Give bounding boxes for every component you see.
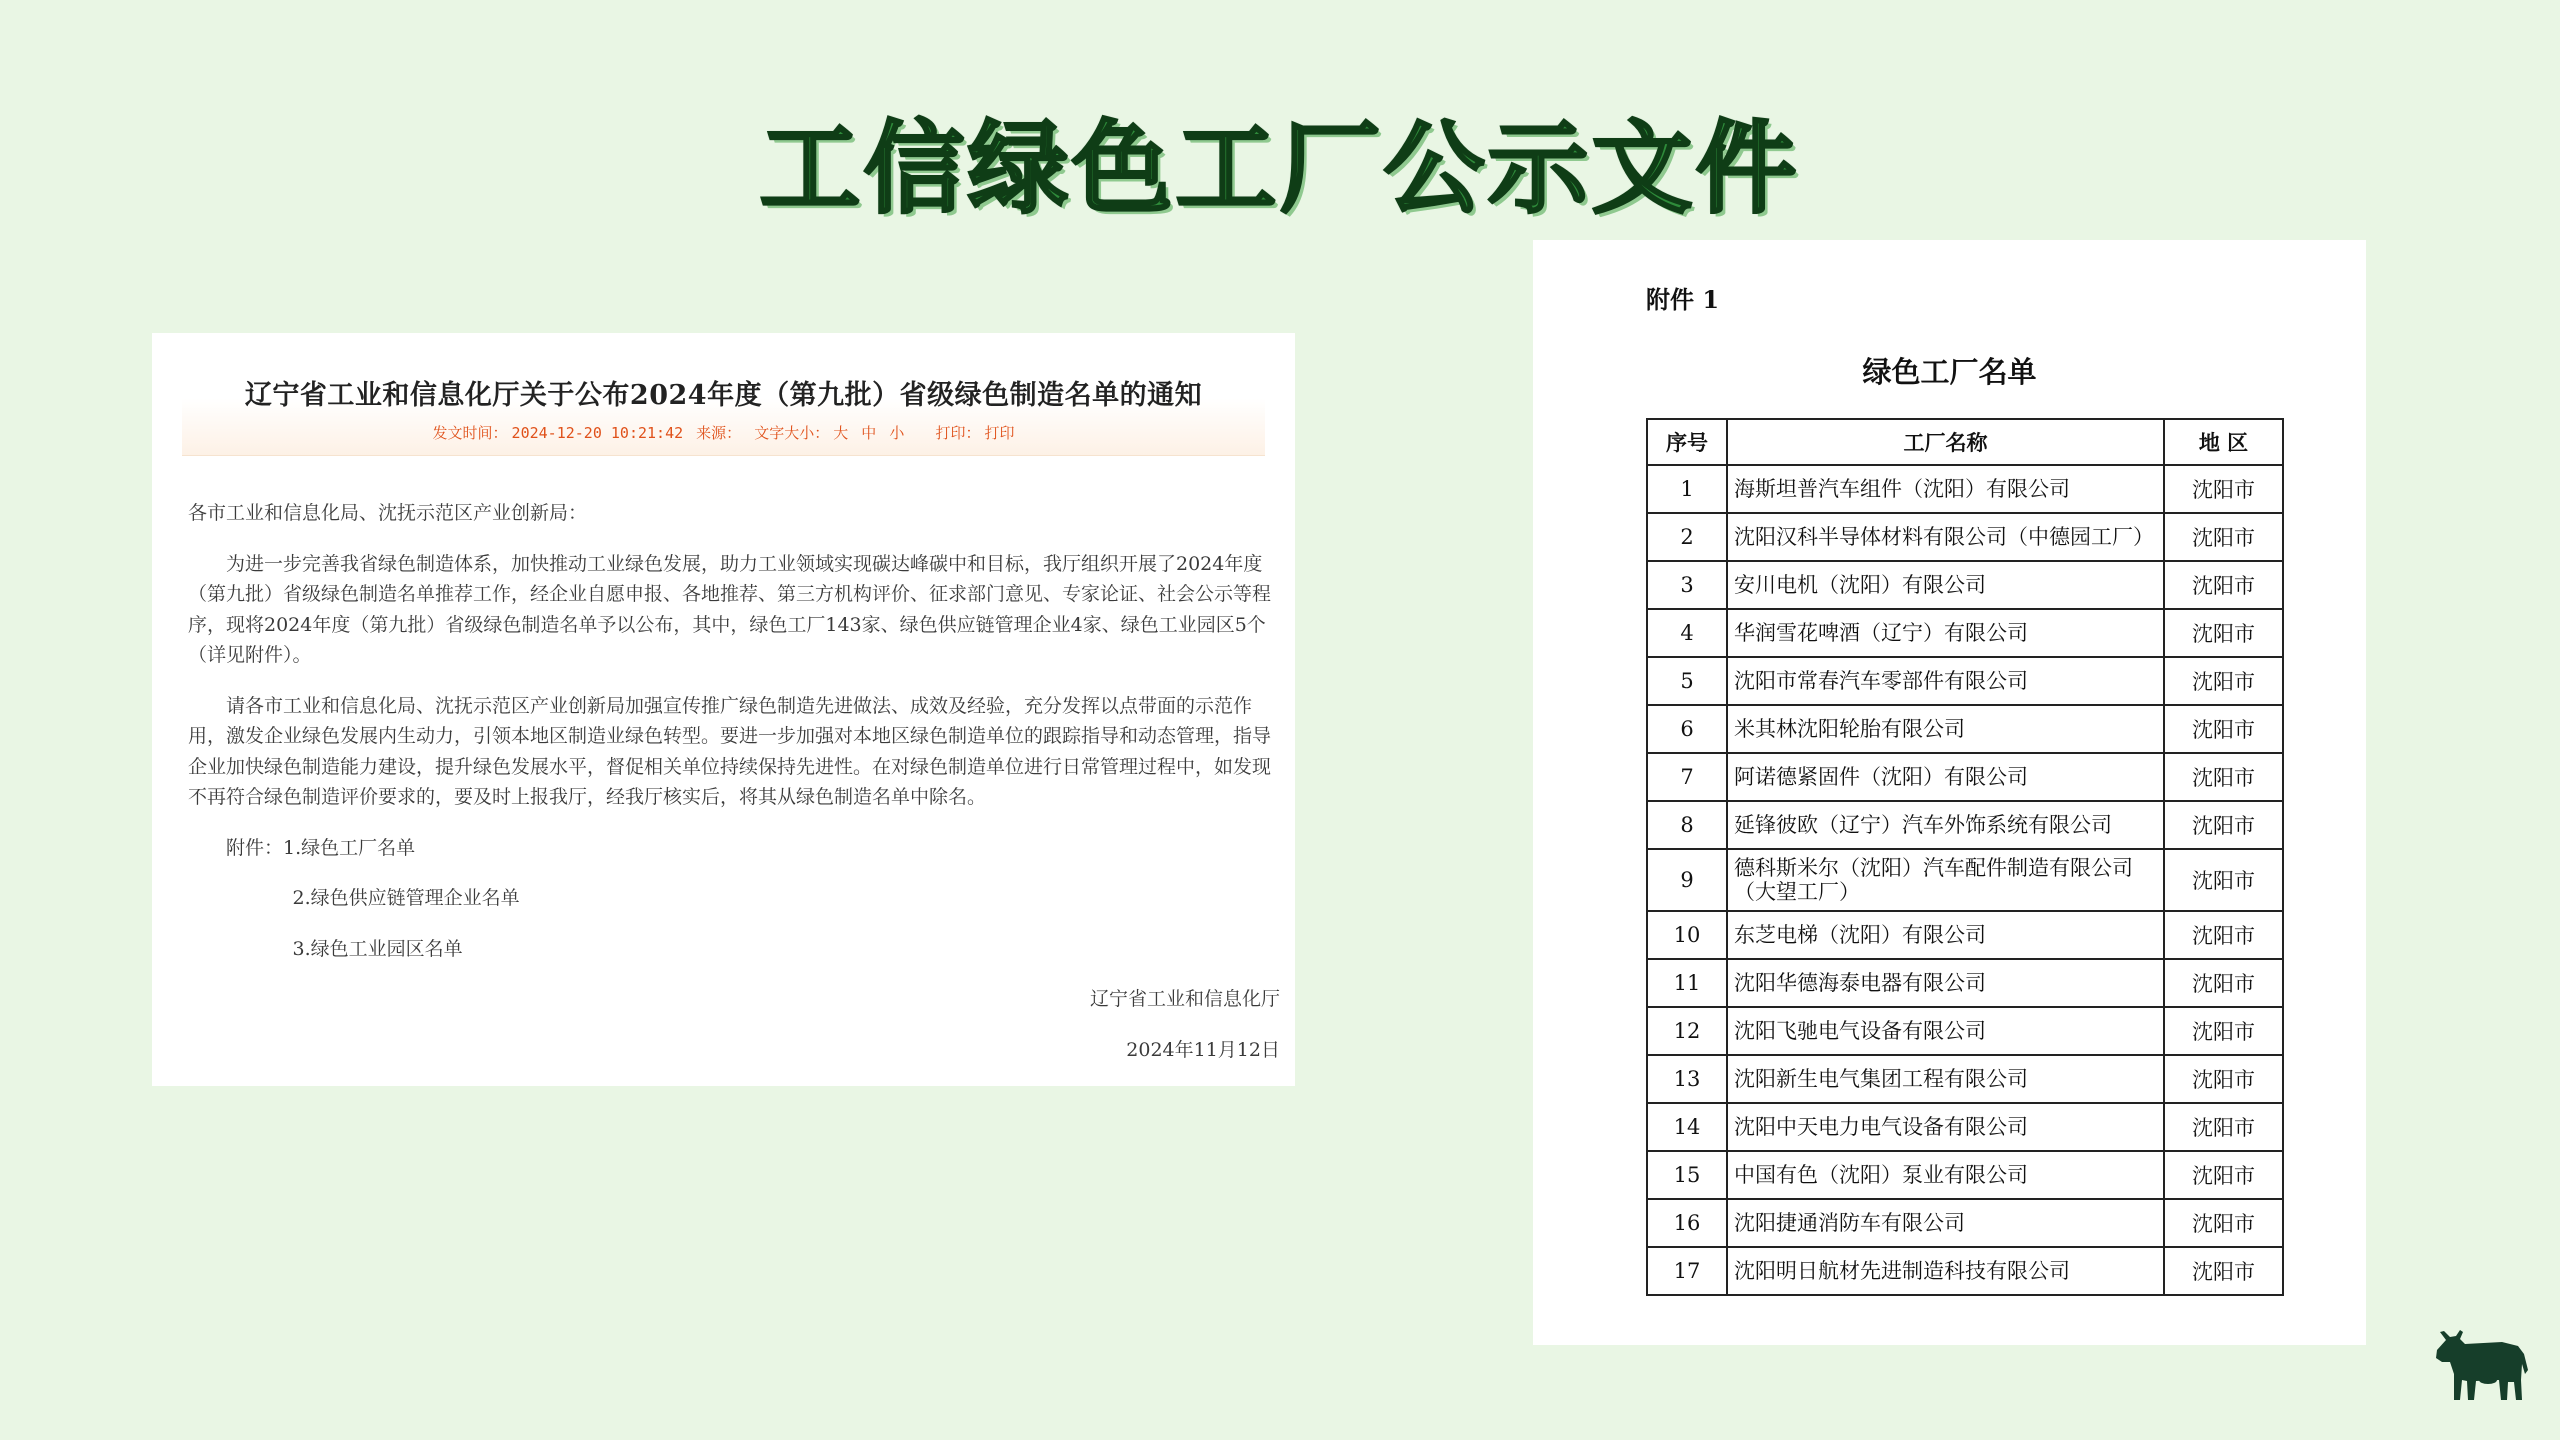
row-region: 沈阳市 bbox=[2164, 1199, 2283, 1247]
row-region: 沈阳市 bbox=[2164, 1007, 2283, 1055]
row-no: 14 bbox=[1647, 1103, 1727, 1151]
attachment-item-2: 2.绿色供应链管理企业名单 bbox=[292, 887, 520, 909]
row-region: 沈阳市 bbox=[2164, 911, 2283, 959]
attachment-label: 附件 1 bbox=[1646, 285, 1720, 314]
attachment-item-1: 附件：1.绿色工厂名单 bbox=[226, 836, 416, 859]
row-region: 沈阳市 bbox=[2164, 705, 2283, 753]
table-row bbox=[1647, 753, 2283, 801]
notice-date: 2024年11月12日 bbox=[1126, 1038, 1280, 1061]
notice-title: 辽宁省工业和信息化厅关于公布2024年度（第九批）省级绿色制造名单的通知 bbox=[244, 380, 1203, 411]
row-name: 阿诺德紧固件（沈阳）有限公司 bbox=[1727, 753, 2164, 801]
notice-greeting: 各市工业和信息化局、沈抚示范区产业创新局： bbox=[188, 502, 588, 524]
table-row bbox=[1647, 561, 2283, 609]
row-no: 11 bbox=[1647, 959, 1727, 1007]
row-no: 2 bbox=[1647, 513, 1727, 561]
row-region: 沈阳市 bbox=[2164, 609, 2283, 657]
row-no: 6 bbox=[1647, 705, 1727, 753]
table-row bbox=[1647, 849, 2283, 911]
notice-header bbox=[182, 361, 1265, 456]
row-region: 沈阳市 bbox=[2164, 513, 2283, 561]
row-name: 华润雪花啤酒（辽宁）有限公司 bbox=[1727, 609, 2164, 657]
table-row bbox=[1647, 705, 2283, 753]
print-link[interactable]: 打印 bbox=[984, 424, 1015, 442]
row-name: 安川电机（沈阳）有限公司 bbox=[1727, 561, 2164, 609]
notice-paragraph-1: 为进一步完善我省绿色制造体系，加快推动工业绿色发展，助力工业领域实现碳达峰碳中和目标，我厅组织开展了2024年度（第九批）省级绿色制造名单推荐工作，经企业自愿申报、各地推荐、第三方机构评价、征求部门意见、专家论证、社会公示等程序，现将2024年度（第九批）省级绿色制造名单予以公布，其中，绿色工厂143家、绿色供应链管理企业4家、绿色工业园区5个（详见附件）。 bbox=[188, 552, 1272, 666]
header-no: 序号 bbox=[1647, 419, 1727, 465]
row-name: 沈阳飞驰电气设备有限公司 bbox=[1727, 1007, 2164, 1055]
list-title: 绿色工厂名单 bbox=[1862, 355, 2037, 389]
publish-time: 2024-12-20 10:21:42 bbox=[511, 424, 684, 442]
notice-meta bbox=[182, 422, 1265, 443]
notice-body bbox=[188, 498, 1280, 1065]
notice-signature: 辽宁省工业和信息化厅 bbox=[1089, 988, 1280, 1010]
row-no: 5 bbox=[1647, 657, 1727, 705]
row-name: 中国有色（沈阳）泵业有限公司 bbox=[1727, 1151, 2164, 1199]
row-name: 沈阳汉科半导体材料有限公司（中德园工厂） bbox=[1727, 513, 2164, 561]
row-no: 7 bbox=[1647, 753, 1727, 801]
row-name: 沈阳华德海泰电器有限公司 bbox=[1727, 959, 2164, 1007]
row-no: 9 bbox=[1647, 849, 1727, 911]
header-name: 工厂名称 bbox=[1727, 419, 2164, 465]
factory-rows bbox=[1647, 465, 2283, 1295]
print-label: 打印： bbox=[935, 424, 981, 442]
row-no: 16 bbox=[1647, 1199, 1727, 1247]
font-size-small-link[interactable]: 小 bbox=[889, 424, 905, 442]
notice-paragraph-2: 请各市工业和信息化局、沈抚示范区产业创新局加强宣传推广绿色制造先进做法、成效及经验，充分发挥以点带面的示范作用，激发企业绿色发展内生动力，引领本地区制造业绿色转型。要进一步加强对本地区绿色制造单位的跟踪指导和动态管理，指导企业加快绿色制造能力建设，提升绿色发展水平，督促相关单位持续保持先进性。在对绿色制造单位进行日常管理过程中，如发现不再符合绿色制造评价要求的，要及时上报我厅，经我厅核实后，将其从绿色制造名单中除名。 bbox=[188, 694, 1272, 808]
row-region: 沈阳市 bbox=[2164, 801, 2283, 849]
font-size-large-link[interactable]: 大 bbox=[833, 424, 849, 442]
row-name: 沈阳明日航材先进制造科技有限公司 bbox=[1727, 1247, 2164, 1295]
notice-panel bbox=[152, 333, 1295, 1086]
row-name: 海斯坦普汽车组件（沈阳）有限公司 bbox=[1727, 465, 2164, 513]
row-no: 3 bbox=[1647, 561, 1727, 609]
row-no: 4 bbox=[1647, 609, 1727, 657]
row-no: 17 bbox=[1647, 1247, 1727, 1295]
font-size-label: 文字大小： bbox=[754, 424, 830, 442]
row-region: 沈阳市 bbox=[2164, 849, 2283, 911]
table-row bbox=[1647, 1007, 2283, 1055]
row-no: 12 bbox=[1647, 1007, 1727, 1055]
table-row bbox=[1647, 1151, 2283, 1199]
table-row bbox=[1647, 513, 2283, 561]
table-row bbox=[1647, 911, 2283, 959]
row-name: 米其林沈阳轮胎有限公司 bbox=[1727, 705, 2164, 753]
attachment-list bbox=[188, 833, 1280, 965]
cow-logo-icon bbox=[2432, 1318, 2532, 1408]
table-row bbox=[1647, 609, 2283, 657]
row-name: 延锋彼欧（辽宁）汽车外饰系统有限公司 bbox=[1727, 801, 2164, 849]
header-region: 地 区 bbox=[2164, 419, 2283, 465]
row-region: 沈阳市 bbox=[2164, 1151, 2283, 1199]
row-name: 沈阳捷通消防车有限公司 bbox=[1727, 1199, 2164, 1247]
row-name: 东芝电梯（沈阳）有限公司 bbox=[1727, 911, 2164, 959]
row-region: 沈阳市 bbox=[2164, 1247, 2283, 1295]
row-no: 8 bbox=[1647, 801, 1727, 849]
row-region: 沈阳市 bbox=[2164, 1055, 2283, 1103]
row-name: 沈阳市常春汽车零部件有限公司 bbox=[1727, 657, 2164, 705]
table-row bbox=[1647, 1055, 2283, 1103]
font-size-medium-link[interactable]: 中 bbox=[861, 424, 877, 442]
table-row bbox=[1647, 1247, 2283, 1295]
row-name: 德科斯米尔（沈阳）汽车配件制造有限公司（大望工厂） bbox=[1727, 849, 2164, 911]
row-no: 10 bbox=[1647, 911, 1727, 959]
table-row bbox=[1647, 959, 2283, 1007]
row-region: 沈阳市 bbox=[2164, 561, 2283, 609]
source-label: 来源： bbox=[696, 424, 742, 442]
row-name: 沈阳新生电气集团工程有限公司 bbox=[1727, 1055, 2164, 1103]
page-title: 工信绿色工厂公示文件 bbox=[760, 110, 1800, 227]
factory-table bbox=[1646, 418, 2284, 1296]
factory-list-panel bbox=[1533, 240, 2366, 1345]
row-region: 沈阳市 bbox=[2164, 465, 2283, 513]
row-no: 1 bbox=[1647, 465, 1727, 513]
table-header-row bbox=[1647, 419, 2283, 465]
table-row bbox=[1647, 1103, 2283, 1151]
publish-label: 发文时间： bbox=[432, 424, 508, 442]
table-row bbox=[1647, 1199, 2283, 1247]
row-no: 13 bbox=[1647, 1055, 1727, 1103]
row-region: 沈阳市 bbox=[2164, 657, 2283, 705]
attachment-item-3: 3.绿色工业园区名单 bbox=[292, 937, 463, 960]
row-no: 15 bbox=[1647, 1151, 1727, 1199]
row-region: 沈阳市 bbox=[2164, 1103, 2283, 1151]
table-row bbox=[1647, 801, 2283, 849]
row-name: 沈阳中天电力电气设备有限公司 bbox=[1727, 1103, 2164, 1151]
row-region: 沈阳市 bbox=[2164, 959, 2283, 1007]
row-region: 沈阳市 bbox=[2164, 753, 2283, 801]
table-row bbox=[1647, 657, 2283, 705]
table-row bbox=[1647, 465, 2283, 513]
